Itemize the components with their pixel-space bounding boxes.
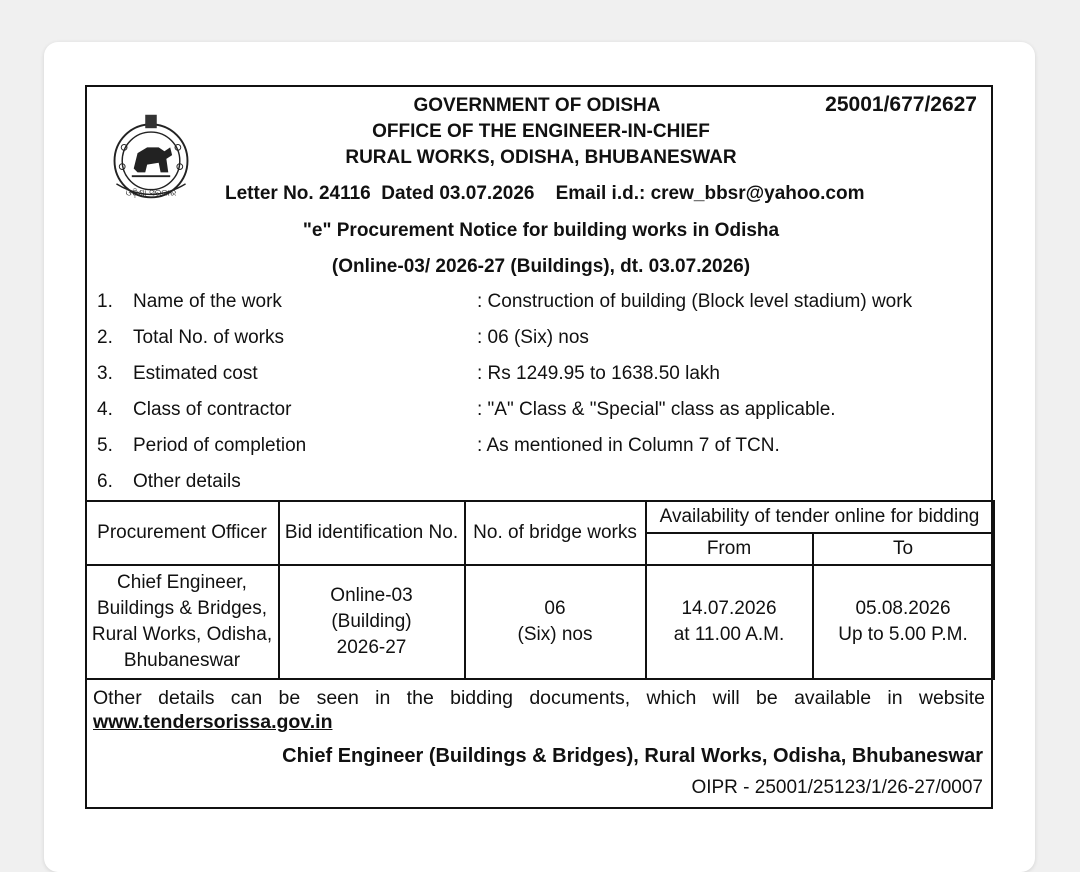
notice-subtitle: (Online-03/ 2026-27 (Buildings), dt. 03.07.2026): [331, 256, 751, 277]
reference-number: 25001/677/2627: [825, 93, 977, 116]
header-to: To: [813, 533, 994, 565]
notice-title: "e" Procurement Notice for building works in Odisha: [302, 220, 780, 241]
header-department: RURAL WORKS, ODISHA, BHUBANESWAR: [345, 147, 737, 168]
oipr-number: OIPR - 25001/25123/1/26-27/0007: [691, 777, 983, 798]
header-government: GOVERNMENT OF ODISHA: [413, 95, 661, 116]
tender-table: [85, 500, 995, 680]
header-office: OFFICE OF THE ENGINEER-IN-CHIEF: [372, 121, 710, 142]
footer-text: Other details can be seen in the bidding documents, which will be available in website: [93, 687, 985, 709]
cell-bid-id: Online-03 (Building) 2026-27: [279, 565, 465, 679]
header-procurement-officer: Procurement Officer: [86, 501, 279, 565]
website-link[interactable]: www.tendersorissa.gov.in: [93, 711, 333, 733]
emblem-text: ଓଡ଼ିଶା ସରକାର: [125, 188, 177, 199]
header-works: No. of bridge works: [465, 501, 646, 565]
procurement-notice: ଓଡ଼ିଶା ସରକାର GOVERNMENT OF ODISHA 25001/677/2627 OFFICE OF THE ENGINEER-IN-CHIEF RURAL WORKS, ODISHA, BHUBANESWAR Letter No. 24116 Dated 03.07.2026 Email i.d.: crew_bbsr@yahoo.com "e" Procurement Notice for building works in Odisha (Online-03/ 2026-27 (Buildings), dt. 03.07.2026) 1. Name of the work : Construction of building (Block level stadium) work 2. Total No. of works : 06 (Six) nos 3. Estimated cost : Rs 1249.95 to 1638.50 lakh 4. Class of contractor : "A" Class & "Special" class as applicable. 5. Period of completion : As mentioned in Column 7 of TCN. 6. Other details Procurement Officer Bid identification No. No. of bridge works Availability of tender online for bidding From To Chief Engineer, Buildings & Bridges, Rural Works, Odisha, Bhubaneswar Online-03 (Building) 2026-27 06 (Six) nos 14.07.2026 at 11.00 A.M. 05.08.2026 Up to 5.00 P.M. Other details can be seen in the bidding documents, which will be available in website www.tendersorissa.gov.in Chief Engineer (Buildings & Bridges), Rural Works, Odisha, Bhubaneswar OIPR - 25001/25123/1/26-27/0007: [85, 85, 993, 809]
letter-line: Letter No. 24116 Dated 03.07.2026 Email i.d.: crew_bbsr@yahoo.com: [225, 183, 865, 204]
header-from: From: [646, 533, 813, 565]
cell-works: 06 (Six) nos: [465, 565, 646, 679]
header-availability: Availability of tender online for bidding: [646, 501, 994, 533]
cell-from: 14.07.2026 at 11.00 A.M.: [646, 565, 813, 679]
signatory: Chief Engineer (Buildings & Bridges), Rural Works, Odisha, Bhubaneswar: [282, 745, 983, 767]
cell-to: 05.08.2026 Up to 5.00 P.M.: [813, 565, 994, 679]
header-bid-id: Bid identification No.: [279, 501, 465, 565]
cell-officer: Chief Engineer, Buildings & Bridges, Rural Works, Odisha, Bhubaneswar: [86, 565, 279, 679]
